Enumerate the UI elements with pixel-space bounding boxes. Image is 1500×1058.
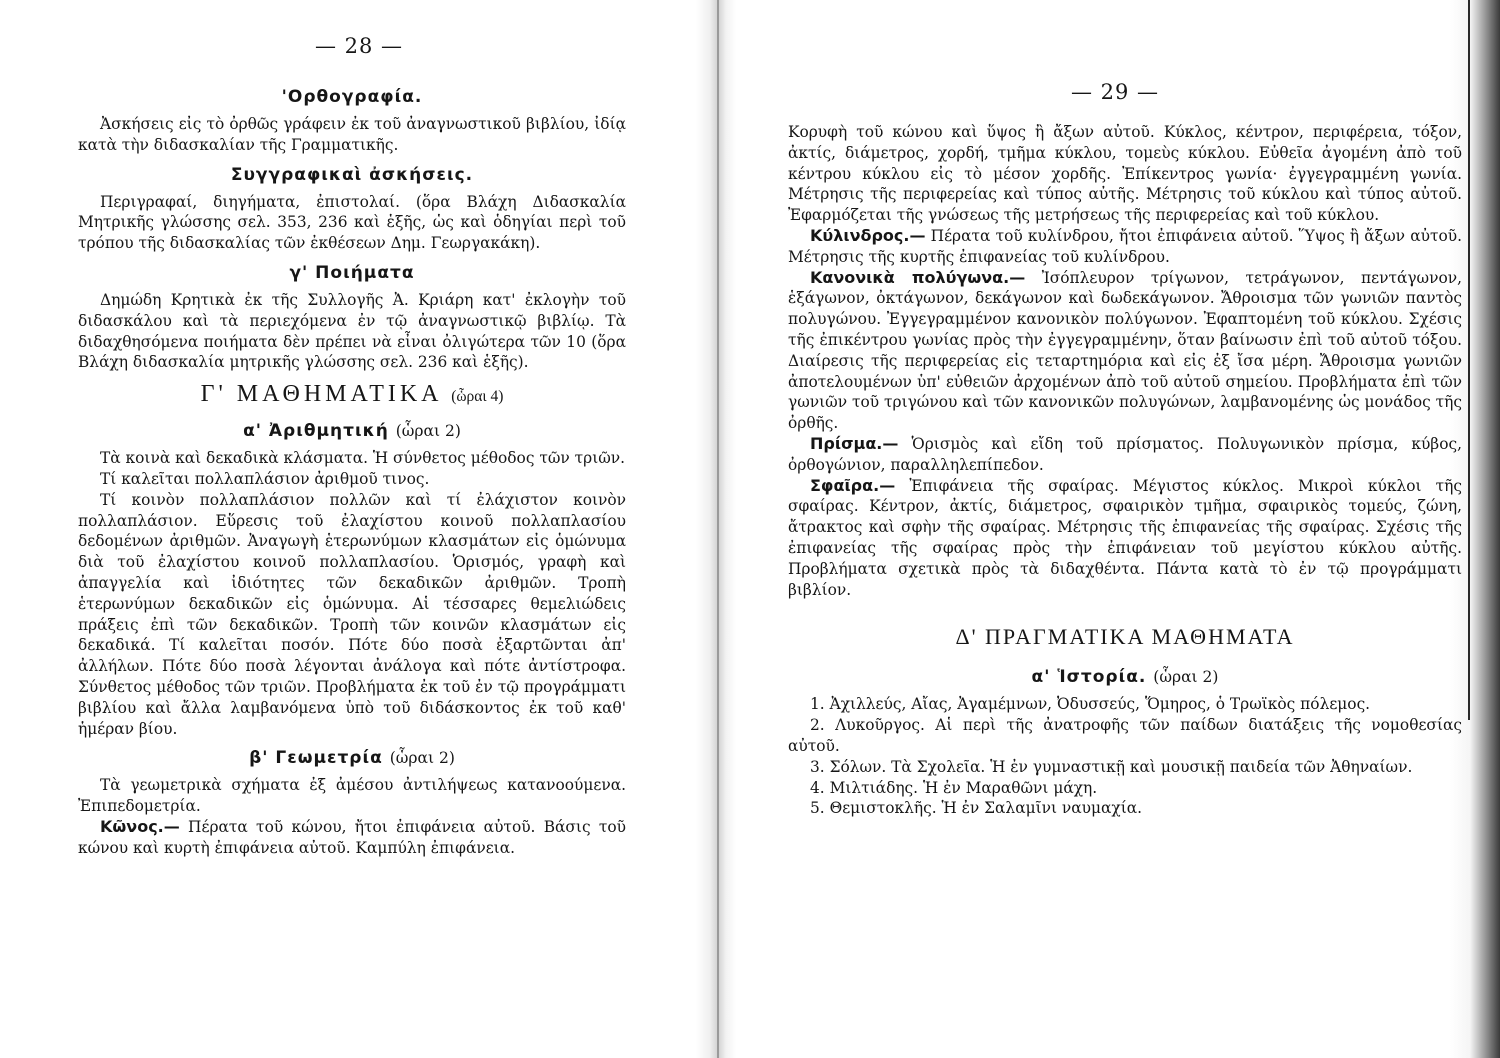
prisma-text: Ὁρισμὸς καὶ εἴδη τοῦ πρίσματος. Πολυγωνικὸν πρίσμα, κύβος, ὀρθογώνιον, παραλληλεπίπεδον. [788, 434, 1462, 474]
heading-arithmitiki-hours: (ὧραι 2) [395, 422, 461, 441]
sfaira-label: Σφαῖρα.— [810, 475, 896, 495]
kanonika-label: Κανονικὰ πολύγωνα.— [810, 267, 1026, 287]
istoria-item-2: 2. Λυκοῦργος. Αἱ περὶ τῆς ἀνατροφῆς τῶν παίδων διατάξεις τῆς νομοθεσίας αὐτοῦ. [788, 716, 1462, 755]
para-poiimata: Δημώδη Κρητικὰ ἐκ τῆς Συλλογῆς Ἀ. Κριάρη κατ' ἐκλογὴν τοῦ διδασκάλου καὶ τὰ περιεχόμενα ἐν τῷ ἀναγνωστικῷ βιβλίῳ. Τὰ διδαχθησόμενα ποιήματα δὲν πρέπει νὰ εἶναι ὀλιγώτερα τῶν 10 (ὅρα Βλάχη διδασκαλία μητρικῆς γλώσσης σελ. 236 καὶ ἑξῆς). [78, 290, 626, 372]
konos-text: Πέρατα τοῦ κώνου, ἤτοι ἐπιφάνεια αὐτοῦ. Βάσις τοῦ κώνου καὶ κυρτὴ ἐπιφάνεια αὐτοῦ. Καμπύλη ἐπιφάνεια. [78, 817, 626, 857]
konos-label: Κῶνος.— [100, 816, 180, 836]
para-geometria: Τὰ γεωμετρικὰ σχήματα ἐξ ἀμέσου ἀντιλήψεως κατανοούμενα. Ἐπιπεδομετρία. [78, 776, 626, 816]
right-page [730, 0, 1500, 1058]
para-arithmitiki-3: Τί κοινὸν πολλαπλάσιον πολλῶν καὶ τί ἐλάχιστον κοινὸν πολλαπλάσιον. Εὕρεσις τοῦ ἐλαχίστου κοινοῦ πολλαπλασίου δεδομένων ἀριθμῶν. Ἀναγωγὴ ἑτερωνύμων κλασμάτων εἰς ὁμώνυμα διὰ τοῦ ἐλαχίστου κοινοῦ πολλαπλασίου. Ὁρισμός, γραφὴ καὶ ἀπαγγελία καὶ ἰδιότητες τῶν δεκαδικῶν ἀριθμῶν. Τροπὴ ἑτερωνύμων δεκαδικῶν εἰς ὁμώνυμα. Αἱ τέσσαρες θεμελιώδεις πράξεις ἐπὶ τῶν δεκαδικῶν. Τροπὴ τῶν κοινῶν κλασμάτων εἰς δεκαδικά. Τί καλεῖται ποσόν. Πότε δύο ποσὰ ἐξαρτῶνται ἀπ' ἀλλήλων. Πότε δύο ποσὰ λέγονται ἀνάλογα καὶ πότε ἀντίστροφα. Σύνθετος μέθοδος τῶν τριῶν. Προβλήματα ἐκ τοῦ ἐν τῷ προγράμματι βιβλίου καὶ ἄλλα λαμβανόμενα ὑπὸ τοῦ διδάσκοντος ἐκ τοῦ καθ' ἡμέραν βίου. [78, 490, 626, 738]
heading-orthografia: 'Ορθογραφία. [281, 87, 423, 107]
right-page-content [788, 122, 1462, 819]
heading-syngrafikai: Συγγραφικαὶ ἀσκήσεις. [230, 164, 474, 185]
heading-istoria-hours: (ὧραι 2) [1153, 668, 1219, 687]
para-orthografia: Ἀσκήσεις εἰς τὸ ὀρθῶς γράφειν ἐκ τοῦ ἀναγνωστικοῦ βιβλίου, ἰδίᾳ κατὰ τὴν διδασκαλίαν τῆς Γραμματικῆς. [78, 115, 626, 154]
para-intro: Κορυφὴ τοῦ κώνου καὶ ὕψος ἢ ἄξων αὐτοῦ. Κύκλος, κέντρον, περιφέρεια, τόξον, ἀκτίς, διάμετρος, χορδή, τμῆμα κύκλου, τομεὺς κύκλου. Εὐθεῖα ἀγομένη ἀπὸ τοῦ κέντρου κύκλου εἰς τὸ μέσον χορδῆς. Ἐπίκεντρος γωνία· ἐγγεγραμμένη γωνία. Μέτρησις τῆς περιφερείας καὶ τύπος αὐτῆς. Μέτρησις τοῦ κύκλου καὶ τύπος αὐτοῦ. Ἐφαρμόζεται τῆς γνώσεως τῆς μετρήσεως τῆς περιφερείας καὶ τοῦ κύκλου. [788, 123, 1462, 225]
heading-arithmitiki [78, 420, 626, 442]
heading-geometria-title: β' Γεωμετρία [249, 748, 383, 769]
heading-mathimatika [78, 379, 626, 412]
para-arithmitiki-2: Τί καλεῖται πολλαπλάσιον ἀριθμοῦ τινος. [100, 469, 430, 488]
istoria-item-3: 3. Σόλων. Τὰ Σχολεῖα. Ἡ ἐν γυμναστικῇ καὶ μουσικῇ παιδεία τῶν Ἀθηναίων. [810, 757, 1413, 776]
kylindros-label: Κύλινδρος.— [810, 225, 926, 245]
left-page [0, 0, 718, 1058]
para-syngrafikai: Περιγραφαί, διηγήματα, ἐπιστολαί. (ὅρα Βλάχη Διδασκαλία Μητρικῆς γλώσσης σελ. 353, 236 καὶ ἑξῆς, ὡς καὶ ὁδηγίαι περὶ τοῦ τρόπου τῆς διδασκαλίας τῶν ἐκθέσεων Δημ. Γεωργακάκη). [78, 192, 626, 253]
kanonika-text: Ἰσόπλευρον τρίγωνον, τετράγωνον, πεντάγωνον, ἑξάγωνον, ὀκτάγωνον, δεκάγωνον καὶ δωδεκάγωνον. Ἄθροισμα τῶν γωνιῶν παντὸς πολυγώνου. Ἐγγεγραμμένον κανονικὸν πολύγωνον. Ἐφαπτομένη τοῦ κύκλου. Σχέσις τῆς ἐπικέντρου γωνίας πρὸς τὴν ἐγγεγραμμένην, ὅταν βαίνωσιν ἐπὶ τοῦ αὐτοῦ τόξου. Διαίρεσις τῆς περιφερείας εἰς τεταρτημόρια καὶ εἰς ἐξ ἴσα μέρη. Ἄθροισμα γωνιῶν ἀποτελουμένων ὑπ' εὐθειῶν ἀρχομένων ἀπὸ τοῦ αὐτοῦ σημείου. Προβλήματα ἐπὶ τῶν γωνιῶν τοῦ τριγώνου καὶ τῶν κανονικῶν πολυγώνων, λαμβανομένης ὡς μονάδος τῆς ὀρθῆς. [788, 268, 1462, 433]
para-konos [78, 817, 626, 859]
heading-geometria-hours: (ὧραι 2) [389, 749, 455, 768]
heading-mathimatika-title: Γ' ΜΑΘΗΜΑΤΙΚΑ [200, 381, 442, 408]
para-arithmitiki-1: Τὰ κοινὰ καὶ δεκαδικὰ κλάσματα. Ἡ σύνθετος μέθοδος τῶν τριῶν. [100, 449, 626, 468]
left-page-content [78, 78, 626, 859]
heading-istoria-title: α' Ἱστορία. [1031, 667, 1147, 688]
para-sfaira [788, 476, 1462, 601]
para-kanonika [788, 268, 1462, 434]
sfaira-text: Ἐπιφάνεια τῆς σφαίρας. Μέγιστος κύκλος. Μικροὶ κύκλοι τῆς σφαίρας. Κέντρον, ἀκτίς, διάμετρος, σφαιρικὸν τμῆμα, σφαιρικὸς τομεύς, ζώνη, ἄτρακτος καὶ σφὴν τῆς σφαίρας. Μέτρησις τῆς ἐπιφανείας τῆς σφαίρας. Σχέσις τῆς ἐπιφανείας τῆς σφαίρας πρὸς τὴν ἐπιφάνειαν τοῦ μεγίστου κύκλου αὐτῆς. Προβλήματα σχετικὰ πρὸς τὰ διδαχθέντα. Πάντα κατὰ τὸ ἐν τῷ προγράμματι βιβλίον. [788, 476, 1462, 599]
istoria-item-5: 5. Θεμιστοκλῆς. Ἡ ἐν Σαλαμῖνι ναυμαχία. [810, 799, 1143, 818]
heading-istoria [788, 666, 1462, 688]
page-number-left: — 28 — [314, 34, 404, 58]
istoria-item-4: 4. Μιλτιάδης. Ἡ ἐν Μαραθῶνι μάχη. [810, 778, 1098, 797]
heading-pragmatika: Δ' ΠΡΑΓΜΑΤΙΚΑ ΜΑΘΗΜΑΤΑ [955, 624, 1295, 650]
istoria-item-1: 1. Ἀχιλλεύς, Αἴας, Ἀγαμέμνων, Ὀδυσσεύς, Ὅμηρος, ὁ Τρωϊκὸς πόλεμος. [810, 695, 1371, 714]
prisma-label: Πρίσμα.— [810, 433, 899, 453]
kylindros-text: Πέρατα τοῦ κυλίνδρου, ἤτοι ἐπιφάνεια αὐτοῦ. Ὕψος ἢ ἄξων αὐτοῦ. Μέτρησις τῆς κυρτῆς ἐπιφανείας τοῦ κυλίνδρου. [788, 226, 1462, 266]
heading-geometria [78, 747, 626, 769]
para-kylindros [788, 226, 1462, 268]
page-number-right: — 29 — [1070, 80, 1160, 104]
para-prisma [788, 434, 1462, 476]
heading-arithmitiki-title: α' Ἀριθμητική [243, 421, 389, 442]
heading-mathimatika-hours: (ὧραι 4) [451, 388, 504, 406]
heading-poiimata: γ' Ποιήματα [289, 262, 415, 283]
